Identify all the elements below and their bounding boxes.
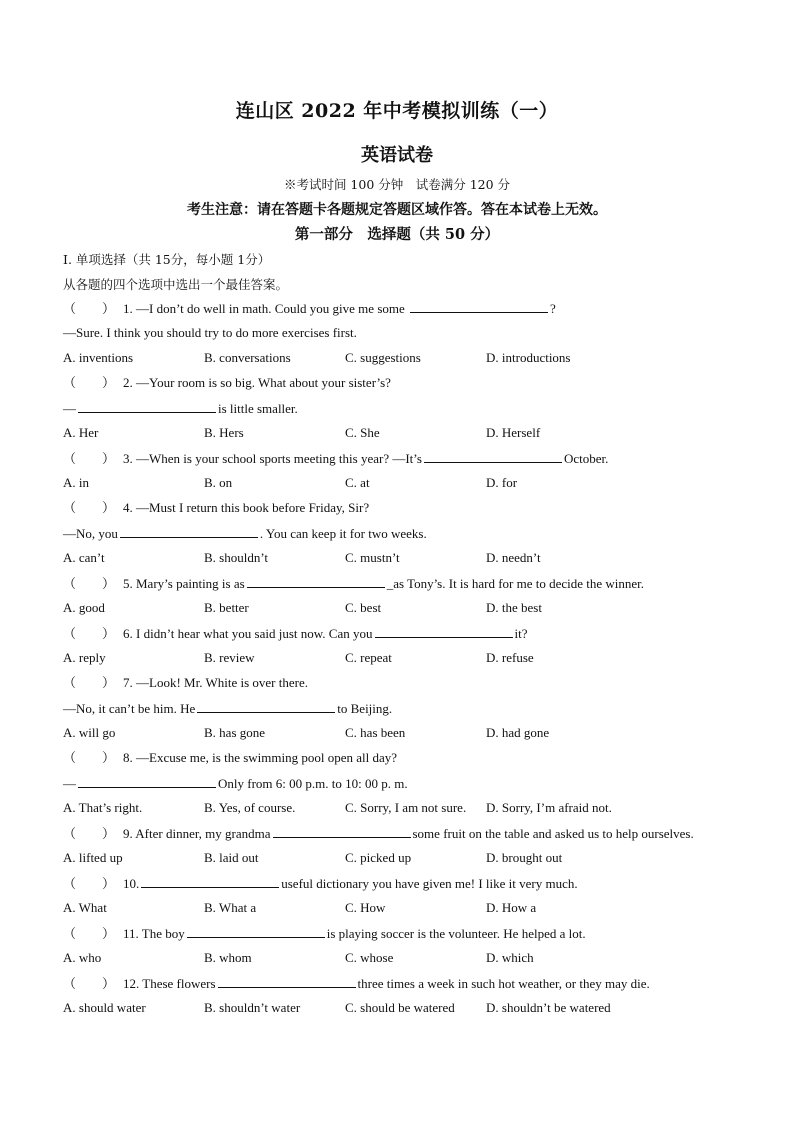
option-b: B. shouldn’t water <box>204 1000 301 1015</box>
option-a: A. in <box>63 475 89 490</box>
question-text: 6. I didn’t hear what you said just now. Can you <box>123 626 373 641</box>
options-row <box>63 899 753 924</box>
option-a: A. inventions <box>63 350 134 365</box>
question-text-after: it? <box>514 626 528 641</box>
question-line <box>63 299 753 324</box>
option-d: D. had gone <box>486 725 550 740</box>
answer-parenthesis: （ ） <box>63 626 116 641</box>
answer-parenthesis: （ ） <box>63 500 116 515</box>
option-a: A. should water <box>63 1000 146 1015</box>
question-line <box>63 574 753 599</box>
answer-parenthesis: （ ） <box>63 675 116 690</box>
answer-parenthesis: （ ） <box>63 576 116 591</box>
answer-blank <box>424 449 562 463</box>
options-row <box>63 849 753 874</box>
question-line <box>63 699 753 724</box>
question-text: 3. —When is your school sports meeting this year? —It’s <box>123 451 422 466</box>
question-text: 1. —I don’t do well in math. Could you give me some <box>123 301 405 316</box>
option-d: D. Herself <box>486 425 541 440</box>
question-text: 10. <box>123 876 140 891</box>
answer-parenthesis: （ ） <box>63 976 116 991</box>
option-b: B. conversations <box>204 350 291 365</box>
option-c: C. at <box>345 475 370 490</box>
question-line <box>63 524 753 549</box>
option-c: C. picked up <box>345 850 412 865</box>
option-a: A. That’s right. <box>63 800 143 815</box>
option-b: B. better <box>204 600 249 615</box>
exam-subtitle: 英语试卷 <box>361 145 433 166</box>
question-text: — <box>63 401 76 416</box>
question-text: 4. —Must I return this book before Friday, Sir? <box>123 500 370 515</box>
option-d: D. for <box>486 475 518 490</box>
option-a: A. lifted up <box>63 850 123 865</box>
answer-blank <box>218 974 356 988</box>
answer-blank <box>141 874 279 888</box>
option-d: D. How a <box>486 900 537 915</box>
option-d: D. shouldn’t be watered <box>486 1000 611 1015</box>
options-row <box>63 724 753 749</box>
answer-parenthesis: （ ） <box>63 375 116 390</box>
question-text-after: . You can keep it for two weeks. <box>259 526 427 541</box>
option-c: C. suggestions <box>345 350 421 365</box>
option-b: B. has gone <box>204 725 266 740</box>
question-text-after: October. <box>563 451 609 466</box>
options-row <box>63 424 753 449</box>
option-c: C. How <box>345 900 386 915</box>
question-line <box>63 499 753 524</box>
question-line <box>63 374 753 399</box>
answer-parenthesis: （ ） <box>63 451 116 466</box>
option-a: A. can’t <box>63 550 105 565</box>
exam-title: 连山区 2022 年中考模拟训练（一） <box>235 100 559 122</box>
option-c: C. best <box>345 600 382 615</box>
option-b: B. laid out <box>204 850 259 865</box>
option-b: B. review <box>204 650 255 665</box>
answer-parenthesis: （ ） <box>63 301 116 316</box>
option-c: C. has been <box>345 725 406 740</box>
question-text-after: _as Tony’s. It is hard for me to decide the winner. <box>386 576 645 591</box>
question-text: 8. —Excuse me, is the swimming pool open all day? <box>123 750 398 765</box>
question-text: —No, you <box>63 526 118 541</box>
answer-blank <box>120 524 258 538</box>
option-b: B. Yes, of course. <box>204 800 296 815</box>
answer-parenthesis: （ ） <box>63 750 116 765</box>
option-a: A. What <box>63 900 107 915</box>
option-b: B. shouldn’t <box>204 550 269 565</box>
answer-parenthesis: （ ） <box>63 926 116 941</box>
options-row <box>63 799 753 824</box>
question-text: — <box>63 776 76 791</box>
question-line <box>63 824 753 849</box>
question-text-after: ? <box>550 301 556 316</box>
answer-blank <box>247 574 385 588</box>
answer-blank <box>187 924 325 938</box>
option-c: C. mustn’t <box>345 550 400 565</box>
option-d: D. refuse <box>486 650 534 665</box>
question-text: 11. The boy <box>123 926 185 941</box>
answer-blank <box>197 699 335 713</box>
option-c: C. should be watered <box>345 1000 455 1015</box>
question-text: 12. These flowers <box>123 976 216 991</box>
options-row <box>63 474 753 499</box>
option-d: D. Sorry, I’m afraid not. <box>486 800 612 815</box>
option-a: A. reply <box>63 650 106 665</box>
option-a: A. Her <box>63 425 99 440</box>
question-text: —Sure. I think you should try to do more exercises first. <box>63 325 357 340</box>
option-a: A. will go <box>63 725 116 740</box>
question-text: 9. After dinner, my grandma <box>123 826 271 841</box>
option-c: C. She <box>345 425 380 440</box>
question-text-after: three times a week in such hot weather, or they may die. <box>357 976 650 991</box>
options-row <box>63 549 753 574</box>
question-line <box>63 399 753 424</box>
options-row <box>63 999 753 1024</box>
question-line <box>63 874 753 899</box>
question-line <box>63 449 753 474</box>
question-text-after: is playing soccer is the volunteer. He helped a lot. <box>326 926 586 941</box>
section-heading: I. 单项选择（共 15分，每小题 1分） <box>63 252 271 267</box>
options-row <box>63 349 753 374</box>
question-text: 2. —Your room is so big. What about your sister’s? <box>123 375 391 390</box>
option-a: A. good <box>63 600 105 615</box>
answer-parenthesis: （ ） <box>63 826 116 841</box>
answer-blank <box>273 824 411 838</box>
exam-info: ※考试时间 100 分钟 试卷满分 120 分 <box>283 177 511 192</box>
options-row <box>63 599 753 624</box>
section-instruction: 从各题的四个选项中选出一个最佳答案。 <box>63 277 289 292</box>
answer-blank <box>78 774 216 788</box>
option-d: D. introductions <box>486 350 571 365</box>
part-heading: 第一部分 选择题（共 50 分） <box>294 226 500 243</box>
candidate-notice: 考生注意：请在答题卡各题规定答题区域作答。答在本试卷上无效。 <box>187 202 607 218</box>
option-b: B. on <box>204 475 233 490</box>
question-list <box>63 299 753 1024</box>
option-d: D. which <box>486 950 534 965</box>
options-row <box>63 949 753 974</box>
option-d: D. needn’t <box>486 550 541 565</box>
option-b: B. Hers <box>204 425 244 440</box>
answer-blank <box>375 624 513 638</box>
option-a: A. who <box>63 950 102 965</box>
question-text-after: useful dictionary you have given me! I like it very much. <box>281 876 578 891</box>
question-line <box>63 974 753 999</box>
question-text-after: is little smaller. <box>218 401 298 416</box>
option-c: C. Sorry, I am not sure. <box>345 800 467 815</box>
option-b: B. What a <box>204 900 257 915</box>
options-row <box>63 649 753 674</box>
question-line <box>63 624 753 649</box>
option-d: D. the best <box>486 600 542 615</box>
option-b: B. whom <box>204 950 252 965</box>
question-line <box>63 674 753 699</box>
answer-parenthesis: （ ） <box>63 876 116 891</box>
question-text-after: Only from 6: 00 p.m. to 10: 00 p. m. <box>218 776 408 791</box>
question-line <box>63 324 753 349</box>
question-text-after: some fruit on the table and asked us to help ourselves. <box>412 826 694 841</box>
option-c: C. repeat <box>345 650 392 665</box>
question-line <box>63 924 753 949</box>
answer-blank <box>78 399 216 413</box>
option-c: C. whose <box>345 950 394 965</box>
question-line <box>63 774 753 799</box>
question-text: —No, it can’t be him. He <box>63 701 196 716</box>
question-line <box>63 749 753 774</box>
answer-blank <box>410 299 548 313</box>
question-text-after: to Beijing. <box>337 701 393 716</box>
option-d: D. brought out <box>486 850 563 865</box>
question-text: 7. —Look! Mr. White is over there. <box>123 675 308 690</box>
question-text: 5. Mary’s painting is as <box>123 576 245 591</box>
